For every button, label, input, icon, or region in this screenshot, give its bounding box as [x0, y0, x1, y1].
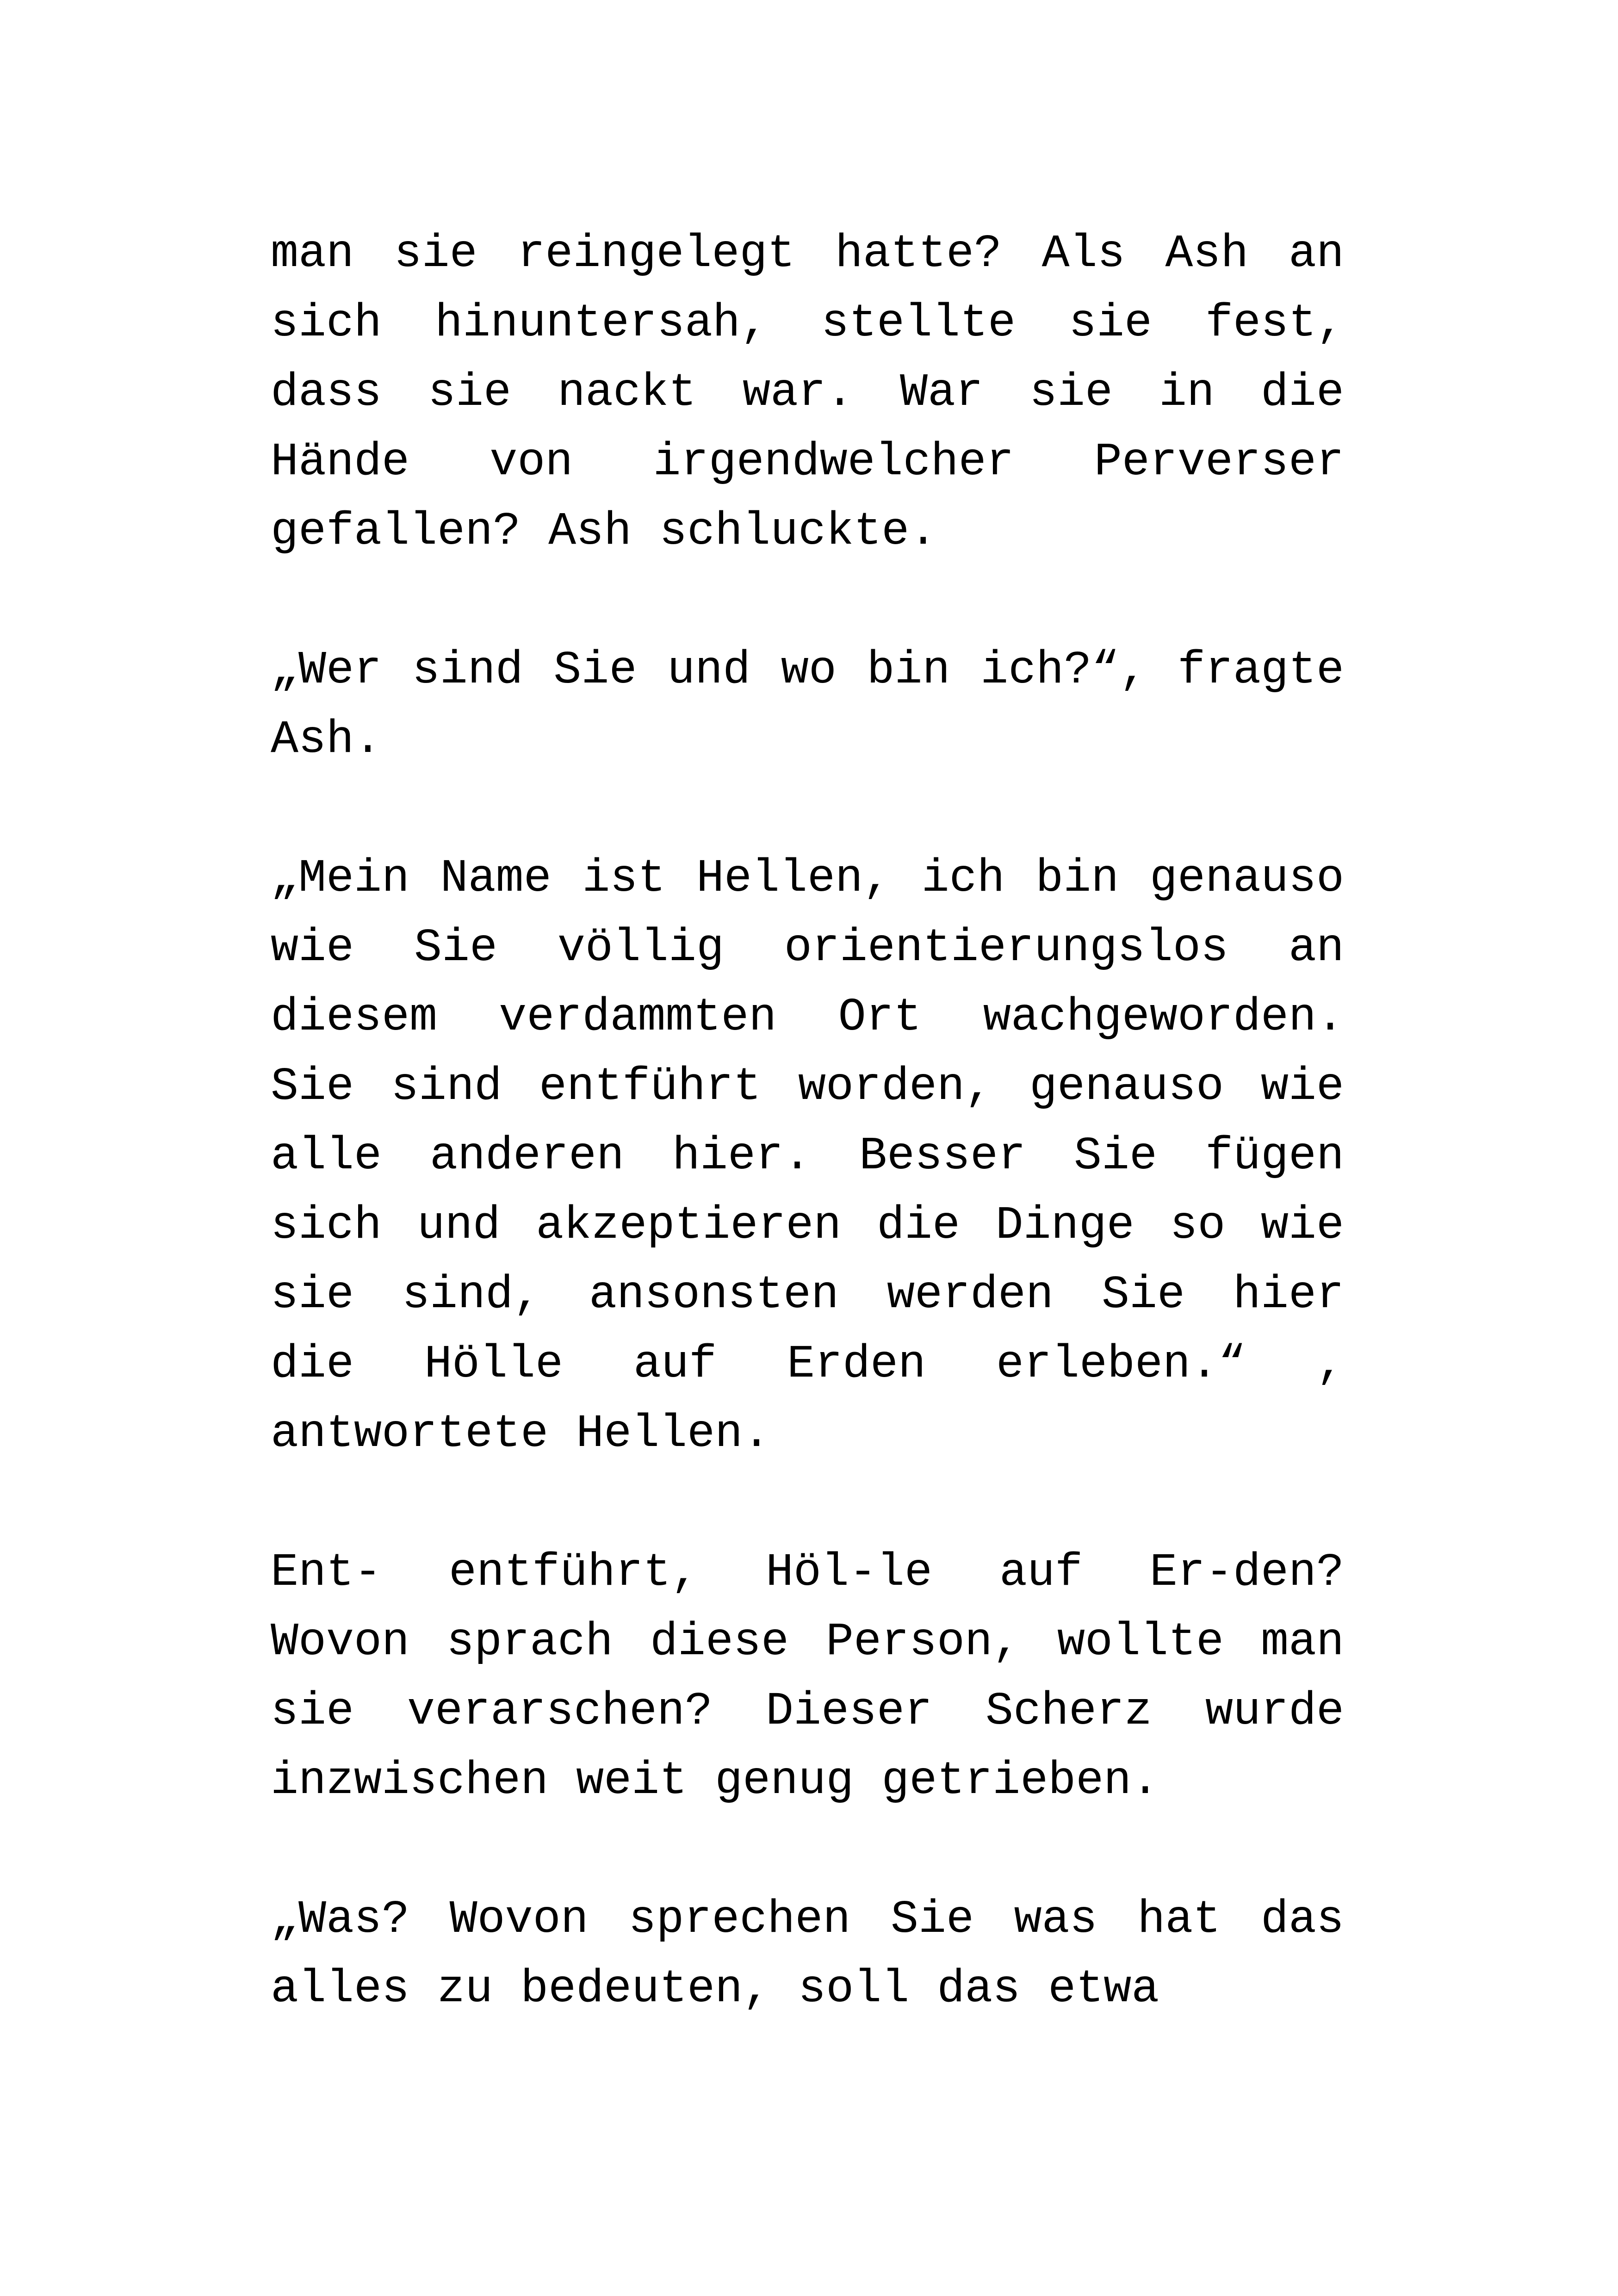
paragraph: Ent- entführt, Höl-le auf Er-den? Wovon sprach diese Person, wollte man sie verarschen? Dieser Scherz wurde inzwischen weit genug getrieben.: [271, 1547, 1344, 1807]
paragraph: „Wer sind Sie und wo bin ich?“, fragte Ash.: [271, 645, 1344, 766]
paragraph: „Mein Name ist Hellen, ich bin genauso wie Sie völlig orientierungslos an diesem verdammten Ort wachgeworden. Sie sind entführt worden, genauso wie alle anderen hier. Besser Sie fügen sich und akzeptieren die Dinge so wie sie sind, ansonsten werden Sie hier die Hölle auf Erden erleben.“ , antwortete Hellen.: [271, 853, 1344, 1460]
paragraph: man sie reingelegt hatte? Als Ash an sich hinuntersah, stellte sie fest, dass sie nackt war. War sie in die Hände von irgendwelcher Perverser gefallen? Ash schluckte.: [271, 228, 1344, 558]
body-text: [271, 220, 1344, 2024]
paragraph: „Was? Wovon sprechen Sie was hat das alles zu bedeuten, soll das etwa: [271, 1894, 1344, 2016]
